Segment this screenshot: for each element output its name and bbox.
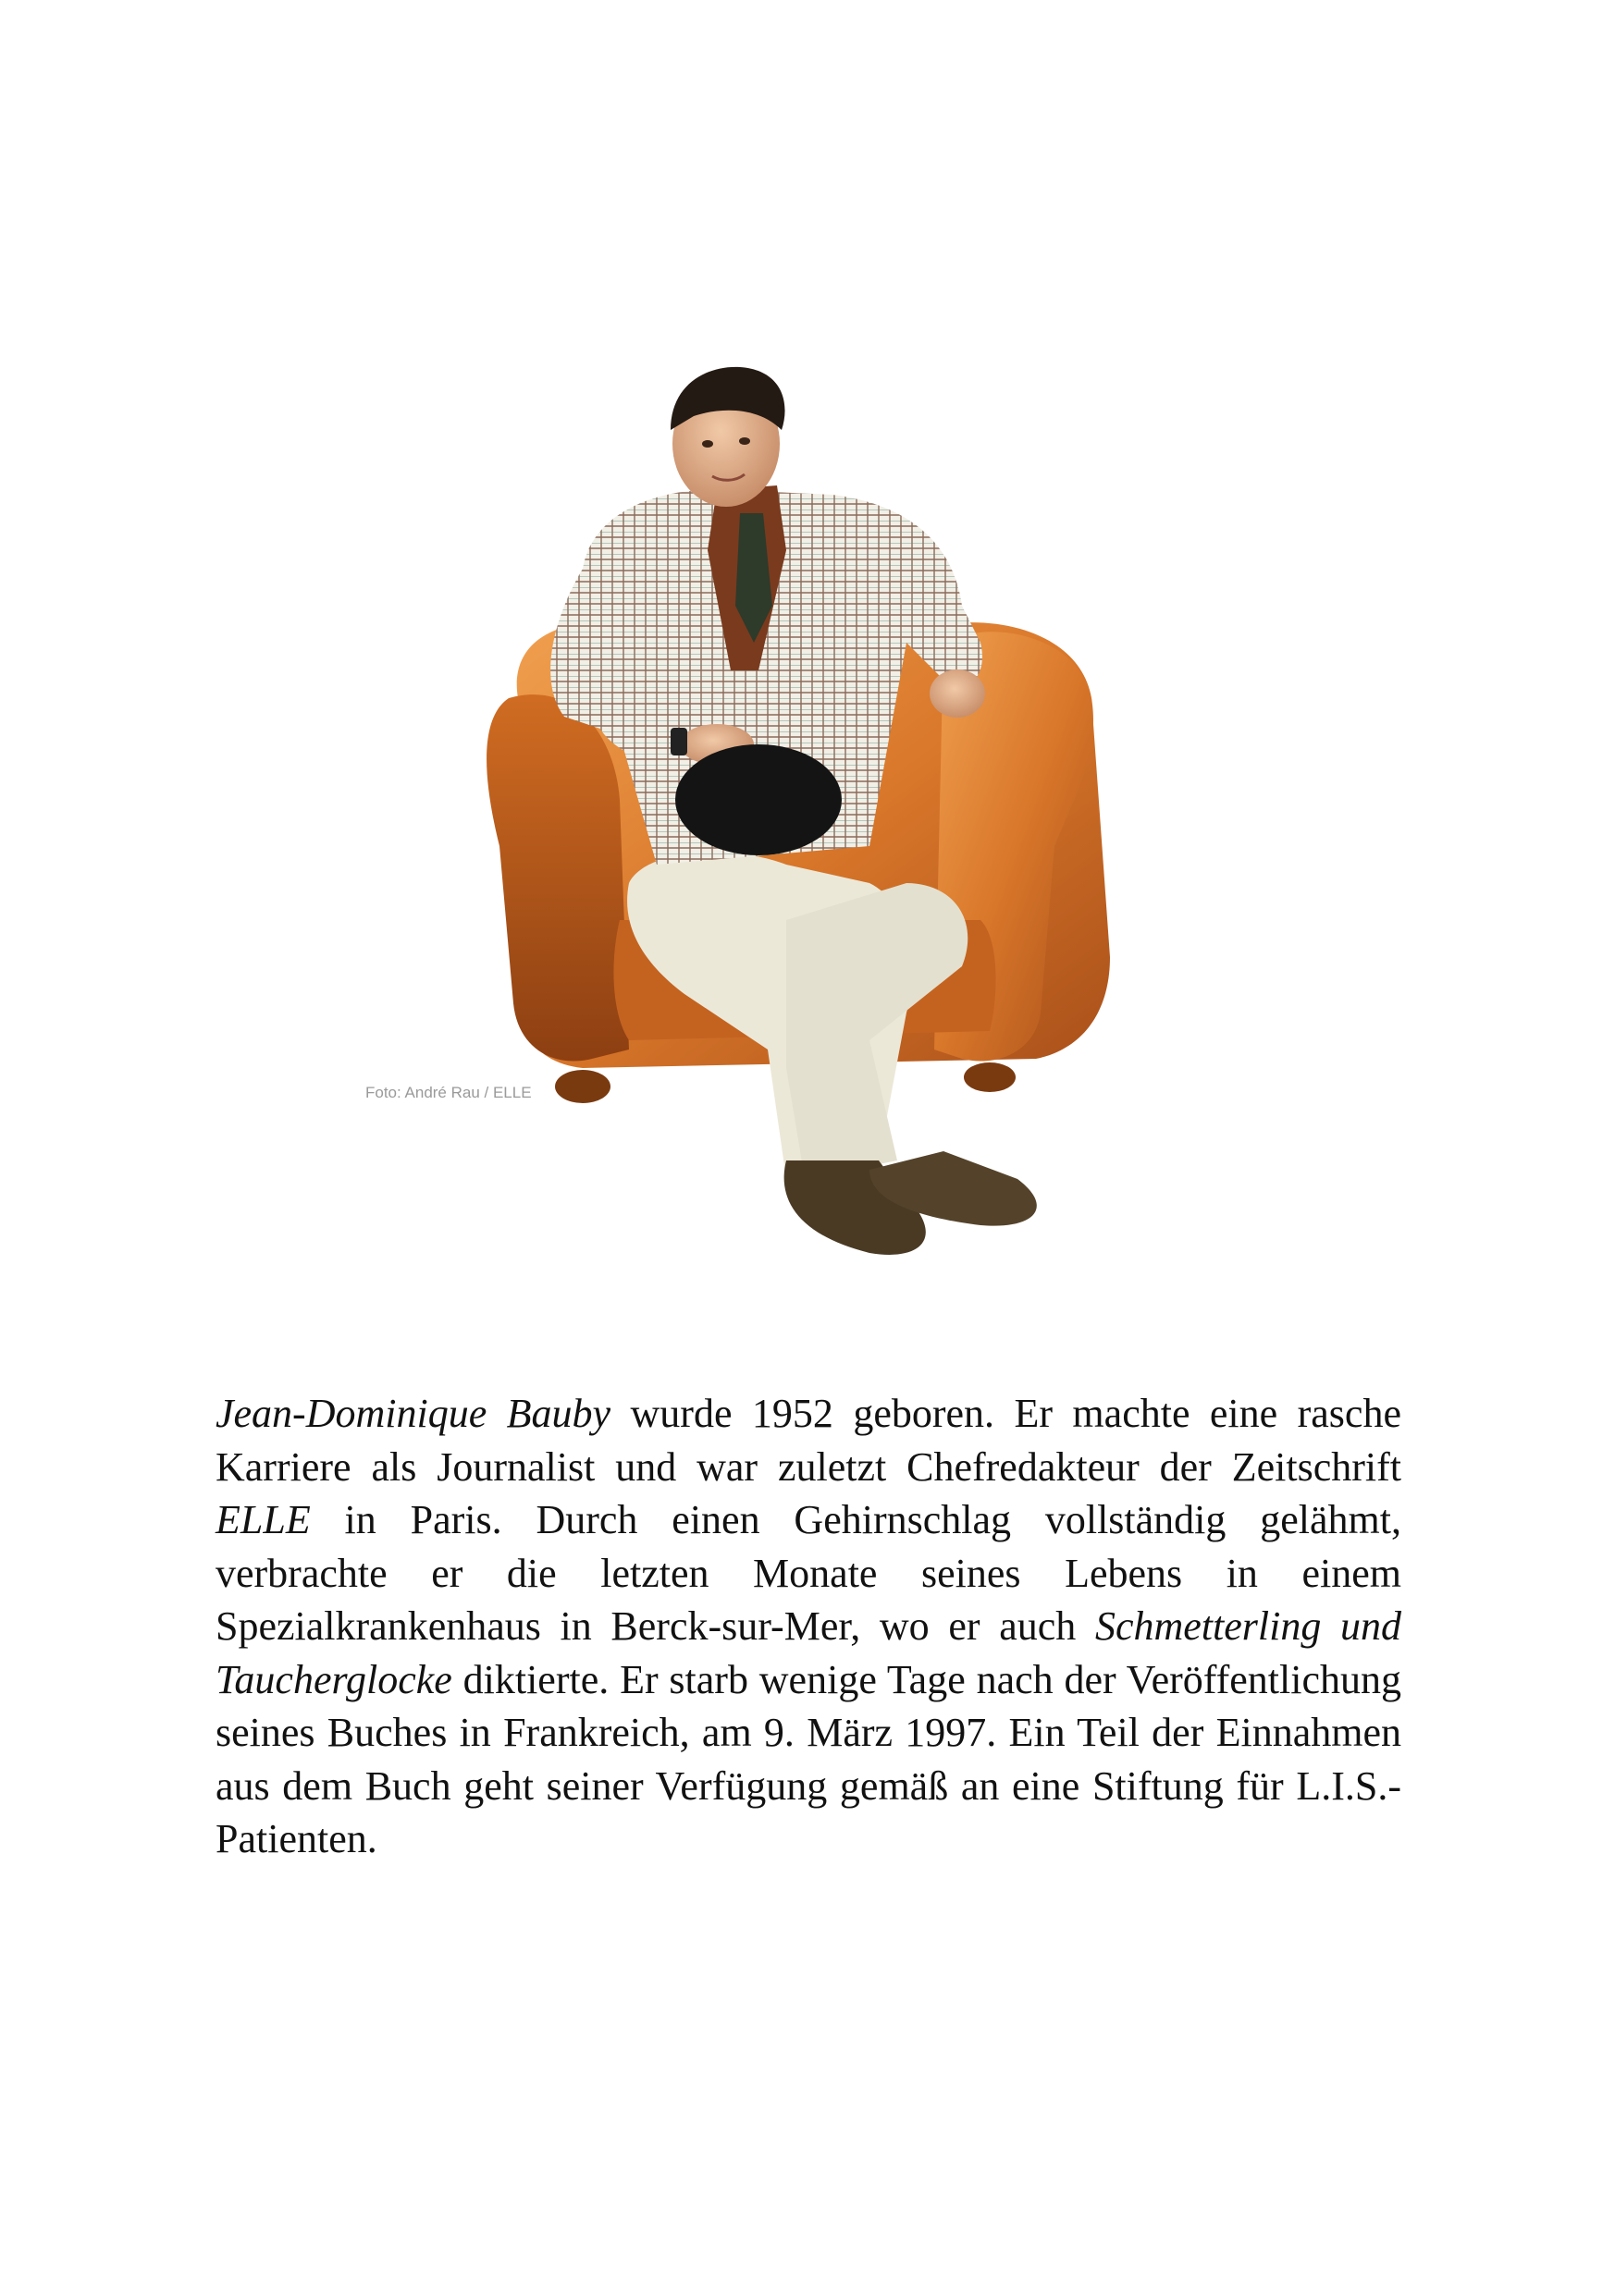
caption-text-part-2: in Paris. Durch einen Gehirnschlag vollständig gelähmt, verbrachte er die letzten Monate seines Lebens in einem Spezialkrankenhaus in Berck-sur-Mer, wo er auch (216, 1497, 1401, 1649)
biography-paragraph (216, 1387, 1401, 1866)
magazine-name: ELLE (216, 1497, 311, 1542)
caption-text-part-3: diktierte. Er starb wenige Tage nach der Veröffentlichung seines Buches in Frankreich, am 9. März 1997. Ein Teil der Einnahmen aus dem Buch geht seiner Verfügung gemäß an eine Stiftung für L.I.S.-Patienten. (216, 1656, 1401, 1861)
author-name: Jean-Dominique Bauby (216, 1391, 611, 1436)
photo-credit: Foto: André Rau / ELLE (365, 1084, 532, 1101)
book-title: Schmetterling und Taucherglocke (216, 1603, 1401, 1702)
author-photo (351, 365, 1202, 1308)
caption-text-part-1: wurde 1952 geboren. Er machte eine rasche Karriere als Journalist und war zuletzt Chefredakteur der Zeitschrift (216, 1391, 1401, 1490)
